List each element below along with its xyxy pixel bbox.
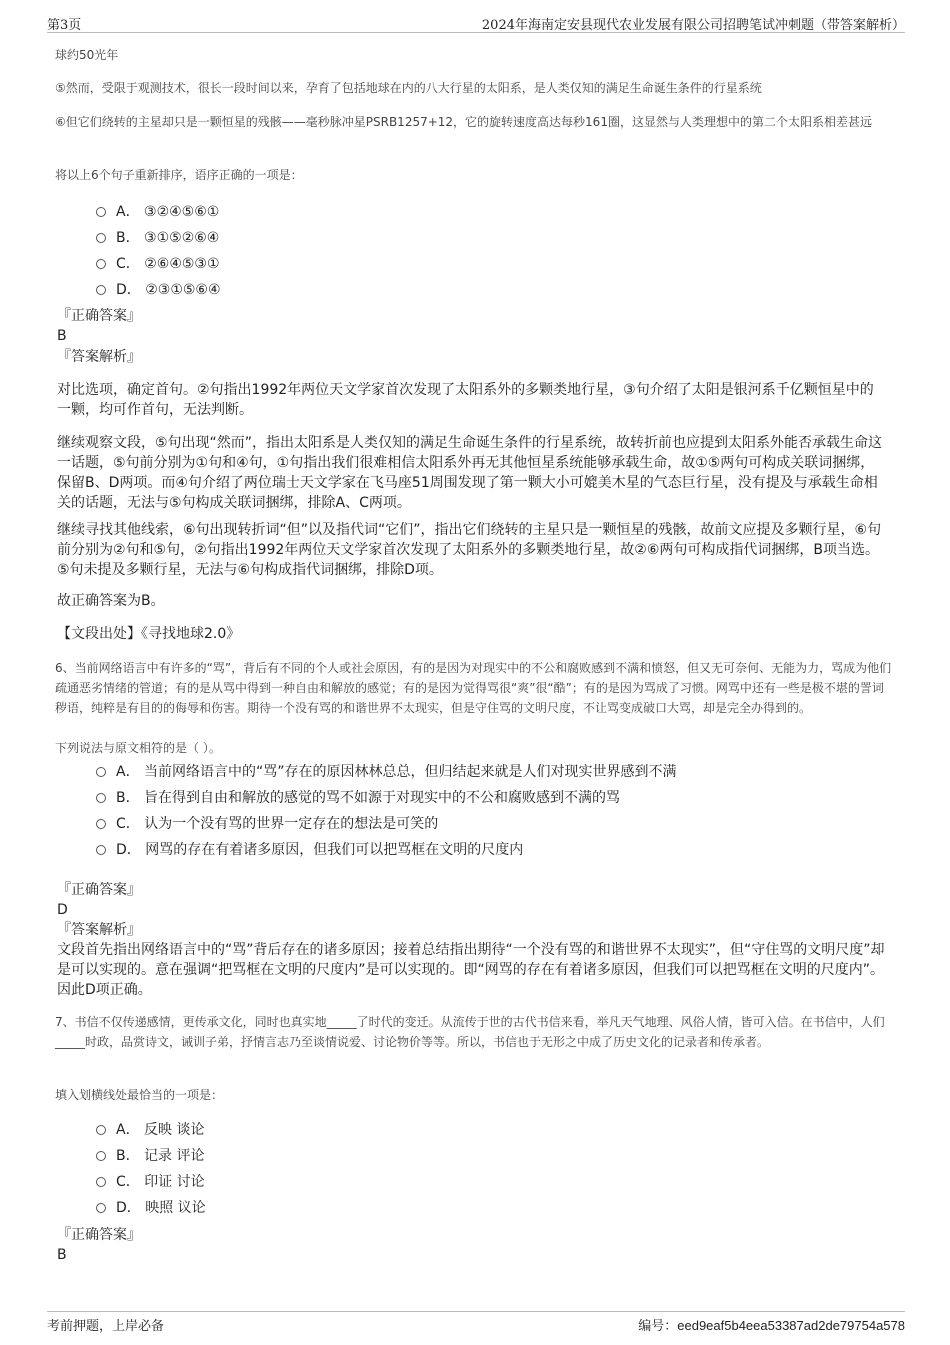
- radio-icon[interactable]: [96, 1203, 106, 1213]
- footer-slogan: 考前押题，上岸必备: [47, 1319, 165, 1334]
- q7-prompt: 填入划横线处最恰当的一项是：: [55, 1088, 224, 1102]
- q5-option-b[interactable]: B． ③①⑤②⑥④: [96, 228, 219, 248]
- radio-icon[interactable]: [96, 233, 106, 243]
- q7-text: 7、书信不仅传递感情，更传承文化，同时也真实地_____了时代的变迁。从流传于世的古代书信来看，举凡天气地理、风俗人情，皆可入信。在书信中，人们_____时政，品赏诗文，诫训子弟，抒情言志乃至谈情说爱、讨论物价等等。所以，书信也于无形之中成了历史文化的记录者和传承者。: [55, 1015, 885, 1049]
- q7-option-a[interactable]: A． 反映 谈论: [96, 1120, 204, 1140]
- q6-option-b[interactable]: B． 旨在得到自由和解放的感觉的骂不如源于对现实中的不公和腐败感到不满的骂: [96, 788, 620, 808]
- q5-answer-label: 『正确答案』: [57, 308, 141, 324]
- q5-analysis-p4: 故正确答案为B。: [57, 593, 165, 609]
- radio-icon[interactable]: [96, 819, 106, 829]
- q5-option-d[interactable]: D． ②③①⑤⑥④: [96, 280, 221, 300]
- q5-source: 【文段出处】《寻找地球2.0》: [57, 626, 241, 642]
- q5-option-c[interactable]: C． ②⑥④⑤③①: [96, 254, 220, 274]
- page-header: [47, 14, 905, 33]
- q7-option-c[interactable]: C． 印证 讨论: [96, 1172, 205, 1192]
- q7-answer: B: [57, 1247, 67, 1263]
- q5-prompt: 将以上6个句子重新排序，语序正确的一项是：: [55, 168, 303, 182]
- q5-sentence-5: ⑤然而，受限于观测技术，很长一段时间以来，孕育了包括地球在内的八大行星的太阳系，是人类仅知的满足生命诞生条件的行星系统: [55, 81, 762, 95]
- q6-text: 6、当前网络语言中有许多的“骂”，背后有不同的个人或社会原因，有的是因为对现实中的不公和腐败感到不满和愤怒，但又无可奈何、无能为力，骂成为他们疏通恶劣情绪的管道；有的是从骂中得到一种自由和解放的感觉；有的是因为觉得骂很“爽”很“酷”；有的是因为骂成了习惯。网骂中还有一些是极不堪的詈词秽语，纯粹是有目的的侮辱和伤害。期待一个没有骂的和谐世界不太现实，但是守住骂的文明尺度，不让骂变成破口大骂，却是完全办得到的。: [55, 661, 892, 715]
- q6-analysis-label: 『答案解析』: [57, 922, 141, 938]
- radio-icon[interactable]: [96, 1151, 106, 1161]
- q6-analysis: 文段首先指出网络语言中的“骂”背后存在的诸多原因；接着总结指出期待“一个没有骂的和谐世界不太现实”，但“守住骂的文明尺度”却是可以实现的。意在强调“把骂框在文明的尺度内”是可以实现的。即“网骂的存在有着诸多原因，但我们可以把骂框在文明的尺度内”。因此D项正确。: [57, 942, 885, 998]
- q5-continued-text: 球约50光年: [55, 48, 119, 62]
- radio-icon[interactable]: [96, 793, 106, 803]
- radio-icon[interactable]: [96, 1125, 106, 1135]
- radio-icon[interactable]: [96, 259, 106, 269]
- q7-answer-label: 『正确答案』: [57, 1227, 141, 1243]
- q5-analysis-p1: 对比选项，确定首句。②句指出1992年两位天文学家首次发现了太阳系外的多颗类地行星，③句介绍了太阳是银河系千亿颗恒星中的一颗，均可作首句，无法判断。: [57, 382, 874, 418]
- q6-option-c[interactable]: C． 认为一个没有骂的世界一定存在的想法是可笑的: [96, 814, 438, 834]
- page-number: 第3页: [47, 18, 82, 33]
- q6-answer-label: 『正确答案』: [57, 882, 141, 898]
- q5-answer: B: [57, 328, 67, 344]
- q5-analysis-p2: 继续观察文段，⑤句出现“然而”，指出太阳系是人类仅知的满足生命诞生条件的行星系统，故转折前也应提到太阳系外能否承载生命这一话题，⑤句前分别为①句和④句，①句指出我们很难相信太阳系外再无其他恒星系统能够承载生命，故①⑤两句可构成关联词捆绑，保留B、D两项。而④句介绍了两位瑞士天文学家在飞马座51周围发现了第一颗大小可媲美木星的气态巨行星，没有提及与承载生命相关的话题，无法与⑤句构成关联词捆绑，排除A、C两项。: [57, 435, 883, 511]
- q5-analysis-p3: 继续寻找其他线索，⑥句出现转折词“但”以及指代词“它们”，指出它们绕转的主星只是一颗恒星的残骸，故前文应提及多颗行星，⑥句前分别为②句和⑤句，②句指出1992年两位天文学家首次发现了太阳系外的多颗类地行星，故②⑥两句可构成指代词捆绑，B项当选。⑤句未提及多颗行星，无法与⑥句构成指代词捆绑，排除D项。: [57, 522, 882, 578]
- radio-icon[interactable]: [96, 1177, 106, 1187]
- radio-icon[interactable]: [96, 845, 106, 855]
- q5-analysis-label: 『答案解析』: [57, 349, 141, 365]
- radio-icon[interactable]: [96, 285, 106, 295]
- q6-answer: D: [57, 902, 68, 918]
- radio-icon[interactable]: [96, 207, 106, 217]
- q5-option-a[interactable]: A． ③②④⑤⑥①: [96, 202, 219, 222]
- document-code: 编号：eed9eaf5b4eea53387ad2de79754a578: [638, 1318, 905, 1333]
- q7-option-d[interactable]: D． 映照 议论: [96, 1198, 206, 1218]
- radio-icon[interactable]: [96, 767, 106, 777]
- q6-option-d[interactable]: D． 网骂的存在有着诸多原因，但我们可以把骂框在文明的尺度内: [96, 840, 523, 860]
- q7-option-b[interactable]: B． 记录 评论: [96, 1146, 205, 1166]
- q6-prompt: 下列说法与原文相符的是（ ）。: [55, 741, 221, 755]
- q6-option-a[interactable]: A． 当前网络语言中的“骂”存在的原因林林总总，但归结起来就是人们对现实世界感到不满: [96, 762, 677, 782]
- q5-sentence-6: ⑥但它们绕转的主星却只是一颗恒星的残骸——毫秒脉冲星PSRB1257+12，它的旋转速度高达每秒161圈，这显然与人类理想中的第二个太阳系相差甚远: [55, 115, 872, 129]
- page-footer: [47, 1311, 905, 1334]
- document-title: 2024年海南定安县现代农业发展有限公司招聘笔试冲刺题（带答案解析）: [481, 18, 905, 33]
